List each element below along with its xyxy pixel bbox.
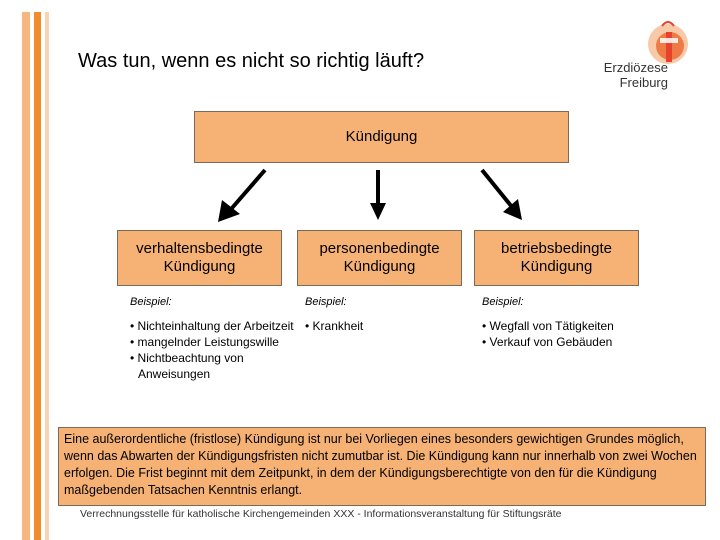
box-betriebsbedingt-line-2: Kündigung: [520, 258, 593, 275]
arrow-center: [370, 170, 386, 220]
list-item: • Nichteinhaltung der Arbeitzeit: [130, 318, 300, 334]
box-verhaltensbedingt-line-1: verhaltensbedingte: [136, 240, 263, 257]
example-list: [130, 318, 300, 382]
box-verhaltensbedingt: [117, 230, 282, 286]
list-item: • Verkauf von Gebäuden: [482, 334, 682, 350]
main-box-kuendigung: Kündigung: [194, 111, 569, 163]
list-item: • mangelnder Leistungswille: [130, 334, 300, 350]
arrow-left: [218, 170, 265, 222]
example-label: Beispiel:: [305, 296, 347, 308]
column-betriebsbedingt: [482, 294, 682, 350]
logo-line-1: Erzdiözese: [603, 60, 668, 75]
box-betriebsbedingt: [474, 230, 639, 286]
box-personenbedingt-line-1: personenbedingte: [319, 240, 440, 257]
list-item: • Nichtbeachtung von Anweisungen: [130, 350, 300, 382]
example-list: [305, 318, 455, 334]
box-personenbedingt-line-2: Kündigung: [343, 258, 416, 275]
footer-text: Verrechnungsstelle für katholische Kirchengemeinden XXX - Informationsveranstaltung für Stiftungsräte: [80, 508, 562, 520]
example-label: Beispiel:: [482, 296, 524, 308]
box-personenbedingt: [297, 230, 462, 286]
example-label: Beispiel:: [130, 296, 172, 308]
column-personenbedingt: [305, 294, 455, 334]
slide-title: Was tun, wenn es nicht so richtig läuft?: [78, 50, 425, 72]
list-item: • Wegfall von Tätigkeiten: [482, 318, 682, 334]
box-verhaltensbedingt-line-2: Kündigung: [163, 258, 236, 275]
list-item: • Krankheit: [305, 318, 455, 334]
box-betriebsbedingt-line-1: betriebsbedingte: [501, 240, 612, 257]
logo-line-2: Freiburg: [619, 75, 668, 90]
arrow-right: [482, 170, 522, 220]
note-box: Eine außerordentliche (fristlose) Kündigung ist nur bei Vorliegen eines besonders gewichtigen Grundes möglich, wenn das Abwarten der Kündigungsfristen nicht zumutbar ist. Die Kündigung kann nur innerhalb von zwei Wochen erfolgen. Die Frist beginnt mit dem Zeitpunkt, in dem der Kündigungsberechtigte von den für die Kündigung maßgebenden Tatsachen Kenntnis erlangt.: [58, 427, 706, 506]
column-verhaltensbedingt: [130, 294, 300, 382]
example-list: [482, 318, 682, 350]
